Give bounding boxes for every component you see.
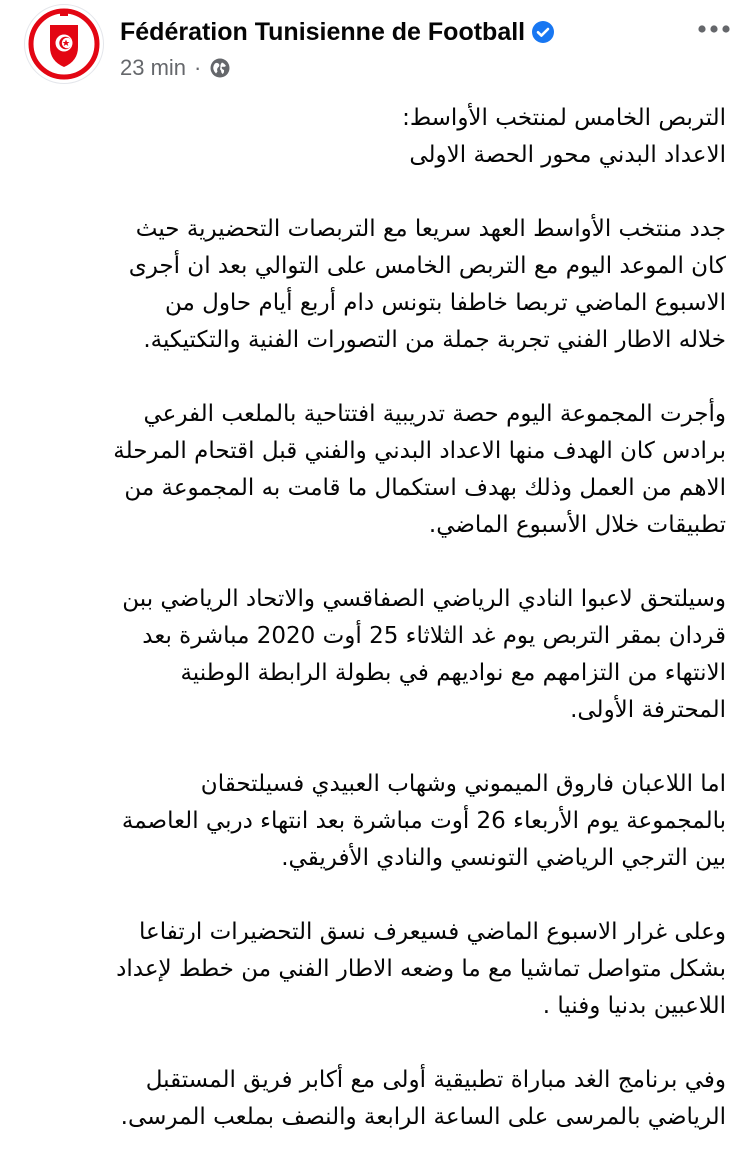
post-text-line: بشكل متواصل تماشيا مع ما وضعه الاطار الفني من خطط لإعداد: [116, 956, 726, 982]
globe-icon[interactable]: [209, 57, 231, 79]
post-paragraph: [24, 581, 726, 729]
post-text-line: المحترفة الأولى.: [570, 697, 726, 723]
page-avatar[interactable]: [24, 4, 104, 84]
post-paragraph: [24, 211, 726, 359]
post-paragraph: [24, 1062, 726, 1136]
post-text-line: بين الترجي الرياضي التونسي والنادي الأفريقي.: [281, 845, 726, 871]
post-text-line: كان الموعد اليوم مع التربص الخامس على التوالي بعد ان أجرى: [128, 253, 726, 279]
post-paragraph: [24, 396, 726, 544]
verified-badge-icon: [531, 20, 555, 44]
post-timestamp[interactable]: 23 min: [120, 55, 187, 80]
post-text-line: تطبيقات خلال الأسبوع الماضي.: [428, 512, 726, 538]
post-text-line: الاسبوع الماضي تربصا خاطفا بتونس دام أربع أيام حاول من: [164, 290, 726, 316]
page-name-link[interactable]: Fédération Tunisienne de Football: [120, 17, 526, 46]
more-options-button[interactable]: [692, 14, 736, 44]
post-message: [24, 100, 726, 1173]
post-text-line: اللاعبين بدنيا وفنيا .: [542, 993, 726, 1019]
post-text-line: وعلى غرار الاسبوع الماضي فسيعرف نسق التحضيرات ارتفاعا: [139, 919, 726, 945]
post-text-line: الاهم من العمل وذلك بهدف استكمال ما قامت به المجموعة من: [124, 475, 726, 501]
ftf-crest-logo: [25, 5, 103, 83]
post-header: [0, 0, 750, 92]
post-text-line: الاعداد البدني محور الحصة الاولى: [409, 142, 726, 168]
post-text-line: جدد منتخب الأواسط العهد سريعا مع التربصات التحضيرية حيث: [135, 216, 726, 242]
more-horizontal-icon: [697, 24, 731, 34]
post-text-line: قردان بمقر التربص يوم غد الثلاثاء 25 أوت 2020 مباشرة بعد: [142, 623, 726, 649]
post-text-line: اما اللاعبان فاروق الميموني وشهاب العبيدي فسيلتحقان: [200, 771, 726, 797]
meta-separator: ·: [194, 55, 202, 80]
post-text-line: وأجرت المجموعة اليوم حصة تدريبية افتتاحية بالملعب الفرعي: [143, 401, 726, 427]
post-text-line: وفي برنامج الغد مباراة تطبيقية أولى مع أكابر فريق المستقبل: [145, 1067, 726, 1093]
post-text-line: برادس كان الهدف منها الاعداد البدني والفني قبل اقتحام المرحلة: [113, 438, 726, 464]
post-text-line: وسيلتحق لاعبوا النادي الرياضي الصفاقسي والاتحاد الرياضي ببن: [122, 586, 726, 612]
post-paragraph: [24, 100, 726, 174]
post-text-line: بالمجموعة يوم الأربعاء 26 أوت مباشرة بعد انتهاء دربي العاصمة: [121, 808, 726, 834]
post-text-line: الرياضي بالمرسى على الساعة الرابعة والنصف بملعب المرسى.: [120, 1104, 726, 1130]
page-name-row: [120, 14, 555, 50]
post-text-line: خلاله الاطار الفني تجربة جملة من التصورات الفنية والتكتيكية.: [143, 327, 726, 353]
post-paragraph: [24, 766, 726, 877]
post-paragraph: [24, 914, 726, 1025]
post-text-line: التربص الخامس لمنتخب الأواسط:: [402, 105, 726, 131]
post-text-line: الانتهاء من التزامهم مع نواديهم في بطولة الرابطة الوطنية: [180, 660, 726, 686]
post-meta: [120, 54, 231, 82]
